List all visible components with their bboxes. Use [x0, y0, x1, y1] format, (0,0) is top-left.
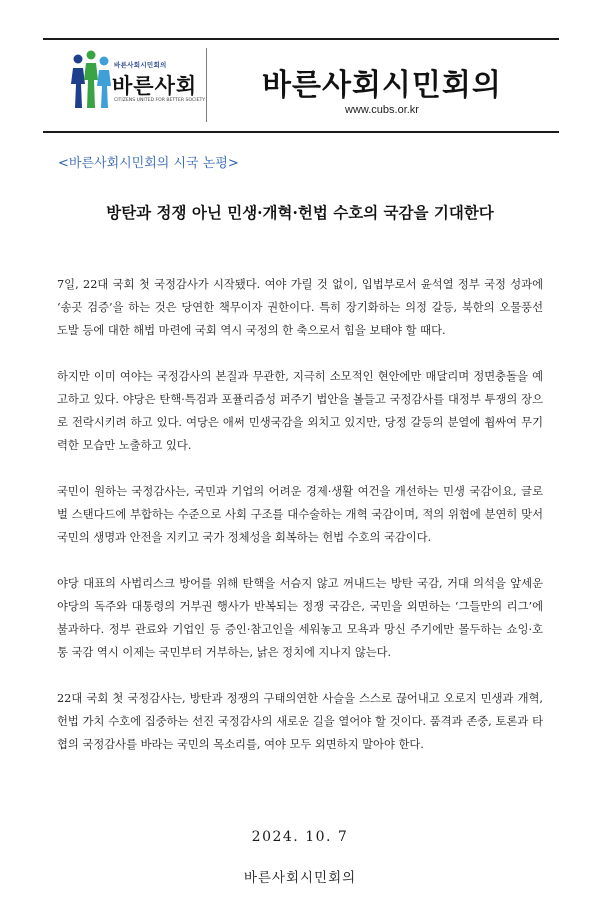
header-bottom-rule — [43, 131, 559, 133]
article-body — [57, 273, 543, 779]
category-label: <바른사회시민회의 시국 논평> — [58, 156, 239, 171]
paragraph-1: 7일, 22대 국회 첫 국정감사가 시작됐다. 여야 가릴 것 없이, 입법부로서 윤석열 정부 국정 성과에 ‘송곳 검증’을 하는 것은 당연한 책무이자 권한이다. 특히 장기화하는 의정 갈등, 북한의 오물풍선 도발 등에 대한 해법 마련에 국회 역시 국정의 한 축으로서 힘을 보태야 할 때다. — [57, 278, 543, 337]
headline: 방탄과 정쟁 아닌 민생·개혁·헌법 수호의 국감을 기대한다 — [106, 203, 494, 222]
paragraph-3: 국민이 원하는 국정감사는, 국민과 기업의 어려운 경제·생활 여건을 개선하는 민생 국감이요, 글로벌 스탠다드에 부합하는 수준으로 사회 구조를 대수술하는 개혁 국감이며, 적의 위협에 분연히 맞서 국민의 생명과 안전을 지키고 국가 정체성을 회복하는 헌법 수호의 국감이다. — [57, 485, 543, 544]
logo-sub-text: CITIZENS UNITED FOR BETTER SOCIETY — [114, 98, 206, 103]
publication-date: 2024. 10. 7 — [251, 829, 349, 845]
cubs-logo — [70, 50, 206, 120]
paragraph-5: 22대 국회 첫 국정감사는, 방탄과 정쟁의 구태의연한 사슬을 스스로 끊어내고 오로지 민생과 개혁, 헌법 가치 수호에 집중하는 선진 국정감사의 새로운 길을 열어야 할 것이다. 품격과 존중, 토론과 타협의 국정감사를 바라는 국민의 목소리를, 여야 모두 외면하지 말아야 한다. — [57, 692, 543, 751]
header-top-rule — [43, 38, 559, 40]
logo-small-text: 바른사회시민회의 — [114, 61, 167, 69]
signature: 바른사회시민회의 — [243, 870, 357, 886]
org-title: 바른사회시민회의 — [262, 68, 502, 103]
paragraph-2: 하지만 이미 여야는 국정감사의 본질과 무관한, 지극히 소모적인 현안에만 매달리며 정면충돌을 예고하고 있다. 야당은 탄핵·특검과 포퓰리즘성 퍼주기 법안을 볼들고 국정감사를 대정부 투쟁의 장으로 전락시키려 하고 있다. 여당은 애써 민생국감을 외치고 있지만, 당정 갈등의 분열에 휩싸여 무기력한 모습만 노출하고 있다. — [57, 370, 543, 452]
header-divider — [206, 48, 207, 122]
paragraph-4: 야당 대표의 사법리스크 방어를 위해 탄핵을 서슴지 않고 꺼내드는 방탄 국감, 거대 의석을 앞세운 야당의 독주와 대통령의 거부권 행사가 반복되는 정쟁 국감은, 국민을 외면하는 ‘그들만의 리그’에 불과하다. 정부 관료와 기업인 등 증인·참고인을 세워놓고 모욕과 망신 주기에만 몰두하는 쇼잉·호통 국감 역시 이제는 국민부터 거부하는, 낡은 정치에 지나지 않는다. — [57, 577, 543, 659]
people-figures-icon — [70, 50, 114, 112]
org-url-link[interactable]: www.cubs.or.kr — [345, 104, 419, 116]
logo-main-text: 바른사회 — [112, 74, 198, 98]
